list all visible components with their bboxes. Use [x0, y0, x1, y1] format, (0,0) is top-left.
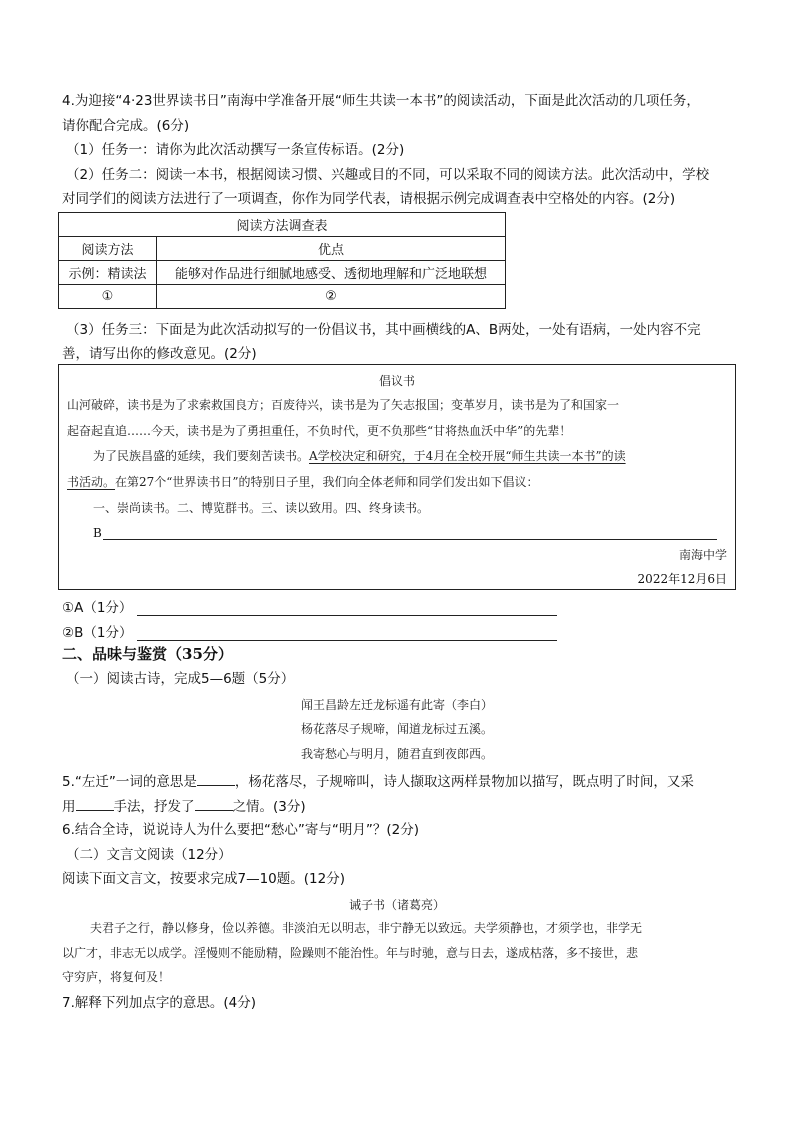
letter-date: 2022年12月6日 — [637, 572, 727, 586]
q4-task2-line-1: （2）任务二：阅读一本书，根据阅读习惯、兴趣或目的不同，可以采取不同的阅读方法。此次活动中，学校 — [66, 167, 710, 183]
survey-table-title: 阅读方法调查表 — [59, 213, 506, 237]
section2-title: 二、品味与鉴赏（35分） — [62, 645, 233, 663]
letter-sentence-a: A学校决定和研究，于4月在全校开展“师生共读一本书”的读 — [309, 449, 626, 463]
prose-title: 诫子书（诸葛亮） — [348, 898, 445, 912]
letter-p1-line-2: 起奋起直追……今天，读书是为了勇担重任，不负时代，更不负那些“甘将热血沃中华”的先辈！ — [67, 424, 572, 438]
answer-a-input[interactable] — [137, 601, 557, 616]
part1-title: （一）阅读古诗，完成5—6题（5分） — [66, 671, 295, 687]
letter-p2-text: 为了民族昌盛的延续，我们要刻苦读书。 — [93, 449, 310, 463]
q5-blank-1[interactable] — [197, 771, 235, 786]
survey-cell-blank-1: ① — [59, 285, 157, 309]
letter-title: 倡议书 — [378, 374, 415, 388]
q5-text-a: 5.“左迁”一词的意思是 — [62, 774, 197, 790]
q4-task1: （1）任务一：请你为此次活动撰写一条宣传标语。(2分) — [66, 142, 405, 158]
prose-line-3: 守穷庐，将复何及！ — [62, 970, 171, 984]
q5-text-e: 之情。(3分) — [232, 799, 306, 815]
answer-b-label: ②B（1分） — [62, 625, 133, 641]
letter-p3: 一、崇尚读书。二、博览群书。三、读以致用。四、终身读书。 — [93, 501, 430, 515]
q4-task3-line-2: 善，请写出你的修改意见。(2分) — [62, 346, 257, 362]
q4-task3-line-1: （3）任务三：下面是为此次活动拟写的一份倡议书，其中画横线的A、B两处，一处有语病，一处内容不完 — [66, 322, 701, 338]
survey-header-advantage: 优点 — [157, 237, 506, 261]
survey-header-method: 阅读方法 — [59, 237, 157, 261]
letter-p2-line-1 — [93, 448, 626, 464]
letter-sentence-a-end: 书活动。 — [67, 475, 116, 489]
poem-line-2: 我寄愁心与明月，随君直到夜郎西。 — [300, 747, 493, 761]
q7: 7.解释下列加点字的意思。(4分) — [62, 995, 257, 1011]
answer-a-label: ①A（1分） — [62, 600, 133, 616]
answer-a-row — [62, 596, 557, 616]
survey-cell-example-method: 示例：精读法 — [59, 261, 157, 285]
proposal-letter-box — [58, 364, 736, 590]
q6: 6.结合全诗，说说诗人为什么要把“愁心”寄与“明月”？(2分) — [62, 822, 419, 838]
q5-line-2 — [62, 796, 306, 816]
letter-b-label: B — [93, 526, 102, 540]
letter-p1-line-1: 山河破碎，读书是为了求索救国良方；百废待兴，读书是为了矢志报国；变革岁月，读书是为了和国家一 — [67, 398, 620, 412]
letter-b-blank-line — [103, 539, 717, 540]
letter-p2-line-2 — [67, 474, 539, 490]
part2-instruction: 阅读下面文言文，按要求完成7—10题。(12分) — [62, 871, 345, 887]
letter-p2-rest: 在第27个“世界读书日”的特别日子里，我们向全体老师和同学们发出如下倡议： — [115, 475, 539, 489]
q5-text-d: 手法，抒发了 — [113, 799, 195, 815]
survey-table — [58, 212, 506, 309]
q4-line-1: 4.为迎接“4·23世界读书日”南海中学准备开展“师生共读一本书”的阅读活动，下面是此次活动的几项任务， — [62, 93, 700, 109]
part2-title: （二）文言文阅读（12分） — [66, 847, 232, 863]
q5-blank-2[interactable] — [76, 796, 114, 811]
prose-line-2: 以广才，非志无以成学。淫慢则不能励精，险躁则不能治性。年与时驰，意与日去，遂成枯落，多不接世，悲 — [62, 946, 639, 960]
q4-task2-line-2: 对同学们的阅读方法进行了一项调查，你作为同学代表，请根据示例完成调查表中空格处的内容。(2分) — [62, 191, 676, 207]
q5-line-1 — [62, 771, 694, 791]
letter-signature: 南海中学 — [678, 548, 727, 562]
answer-b-input[interactable] — [137, 626, 557, 641]
answer-b-row — [62, 621, 557, 641]
survey-cell-example-advantage: 能够对作品进行细腻地感受、透彻地理解和广泛地联想 — [157, 261, 506, 285]
q5-text-b: ，杨花落尽，子规啼叫，诗人撷取这两样景物加以描写，既点明了时间，又采 — [234, 774, 694, 790]
survey-cell-blank-2: ② — [157, 285, 506, 309]
q5-text-c: 用 — [62, 799, 76, 815]
poem-line-1: 杨花落尽子规啼，闻道龙标过五溪。 — [300, 722, 493, 736]
poem-title: 闻王昌龄左迁龙标遥有此寄（李白） — [300, 698, 493, 712]
q5-blank-3[interactable] — [195, 796, 233, 811]
prose-line-1: 夫君子之行，静以修身，俭以养德。非淡泊无以明志，非宁静无以致远。夫学须静也，才须学也，非学无 — [90, 921, 643, 935]
q4-line-2: 请你配合完成。(6分) — [62, 118, 190, 134]
